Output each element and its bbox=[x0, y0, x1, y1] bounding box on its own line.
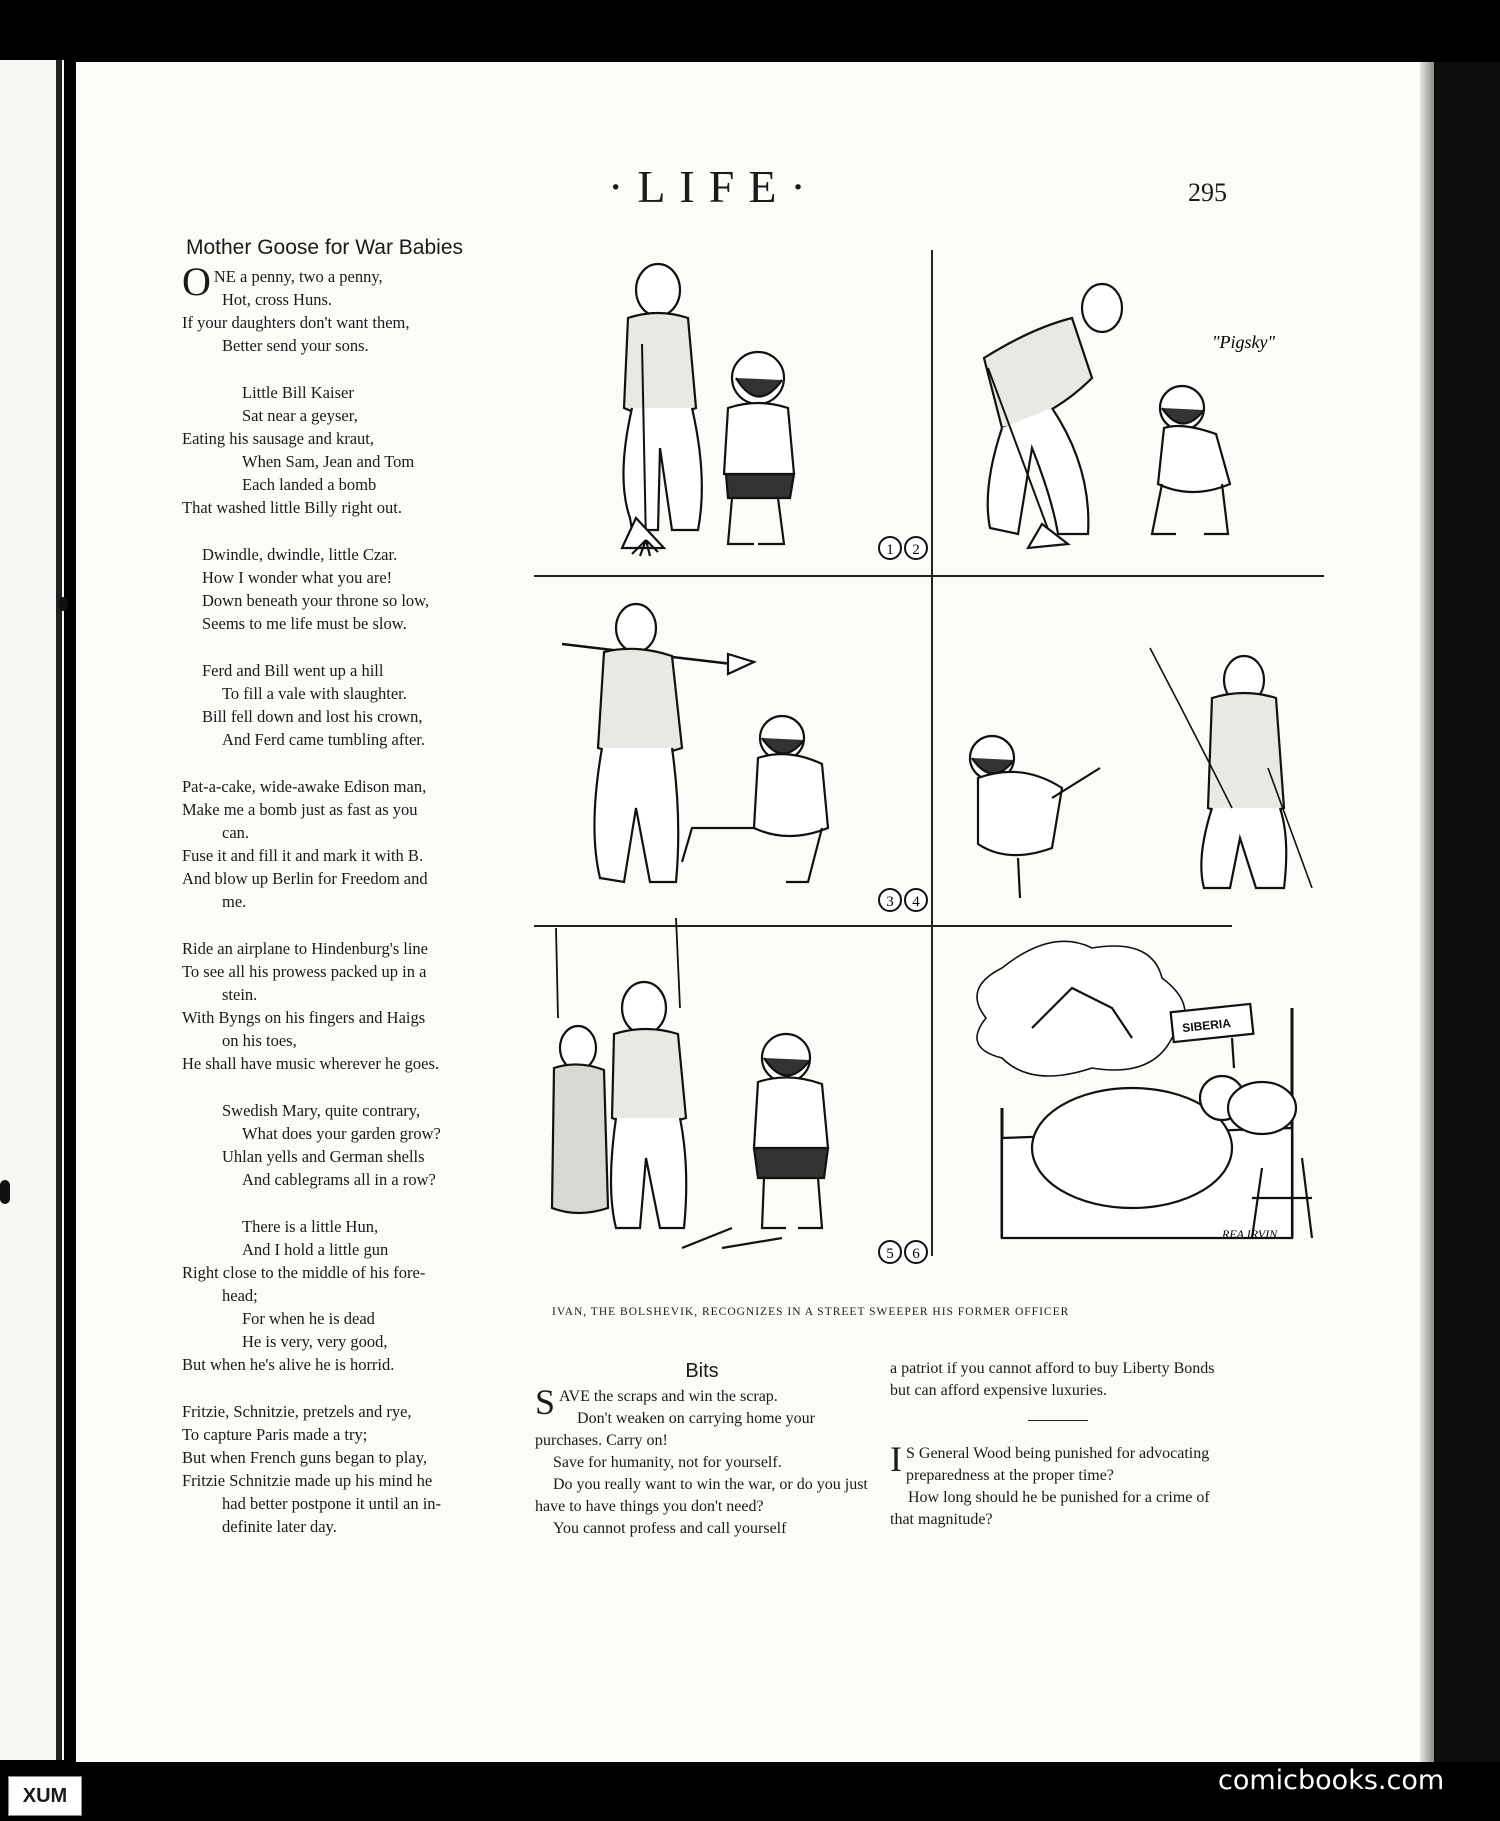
site-watermark: comicbooks.com bbox=[1218, 1765, 1445, 1796]
poem-line: me. bbox=[222, 892, 247, 911]
page-edge-shadow bbox=[1420, 62, 1434, 1762]
poem-line: Make me a bomb just as fast as you bbox=[182, 800, 418, 819]
poem-line: Fuse it and fill it and mark it with B. bbox=[182, 846, 424, 865]
poem-line: What does your garden grow? bbox=[242, 1124, 441, 1143]
panel-2-art bbox=[984, 284, 1230, 548]
bits-paragraph-2: Don't weaken on carrying home your purchases. Carry on! bbox=[535, 1410, 815, 1449]
poem-stanza bbox=[182, 1400, 528, 1538]
poem-dropcap: O bbox=[182, 259, 211, 304]
poem-line: And I hold a little gun bbox=[242, 1240, 389, 1259]
poem-stanza bbox=[182, 937, 528, 1075]
panel-6-number: 6 bbox=[912, 1246, 920, 1262]
poem-first-line-rest: NE a penny, two a penny, bbox=[213, 267, 383, 286]
poem-line: And Ferd came tumbling after. bbox=[222, 730, 425, 749]
poem-stanza bbox=[182, 543, 528, 635]
poem-line: Fritzie, Schnitzie, pretzels and rye, bbox=[182, 1402, 412, 1421]
scan-badge: XUM bbox=[8, 1776, 82, 1816]
bits-paragraph-4: Do you really want to win the war, or do you just have to have things you don't need? bbox=[535, 1476, 868, 1515]
bits-first-line: AVE the scraps and win the scrap. bbox=[559, 1388, 778, 1405]
bits-continued-column bbox=[890, 1358, 1226, 1531]
poem-line: Each landed a bomb bbox=[242, 475, 377, 494]
section-rule bbox=[1028, 1420, 1088, 1421]
poem-line: Hot, cross Huns. bbox=[222, 290, 332, 309]
bits-continued-text: a patriot if you cannot afford to buy Liberty Bonds but can afford expensive luxuries. bbox=[890, 1360, 1215, 1399]
wood-second-paragraph: How long should he be punished for a crime of that magnitude? bbox=[890, 1489, 1210, 1528]
page-right-edge bbox=[1420, 62, 1500, 1762]
poem-line: But when he's alive he is horrid. bbox=[182, 1355, 395, 1374]
poem-stanza bbox=[182, 775, 528, 913]
panel-2-number: 2 bbox=[912, 542, 920, 558]
poem-stanza bbox=[182, 1099, 528, 1191]
poem-line: Little Bill Kaiser bbox=[242, 383, 354, 402]
comic-artwork bbox=[532, 248, 1324, 1266]
poem-line: Pat-a-cake, wide-awake Edison man, bbox=[182, 777, 427, 796]
poem-line: How I wonder what you are! bbox=[202, 568, 393, 587]
poem-line: Dwindle, dwindle, little Czar. bbox=[202, 545, 398, 564]
poem-line: head; bbox=[222, 1286, 258, 1305]
poem-body bbox=[182, 259, 528, 1538]
poem-stanza bbox=[182, 259, 528, 357]
poem-line: He shall have music wherever he goes. bbox=[182, 1054, 440, 1073]
panel-5-number: 5 bbox=[886, 1246, 894, 1262]
poem-line: Bill fell down and lost his crown, bbox=[202, 707, 423, 726]
poem-line: Ride an airplane to Hindenburg's line bbox=[182, 939, 428, 958]
page-number: 295 bbox=[1188, 178, 1227, 207]
panel-1-art bbox=[622, 264, 794, 556]
poem-line: That washed little Billy right out. bbox=[182, 498, 402, 517]
pigsky-speech: "Pigsky" bbox=[1212, 332, 1276, 352]
poem-line: With Byngs on his fingers and Haigs bbox=[182, 1008, 426, 1027]
poem-line: For when he is dead bbox=[242, 1309, 375, 1328]
poem-line: had better postpone it until an in- bbox=[222, 1494, 442, 1513]
poem-column bbox=[182, 236, 528, 1562]
poem-line: But when French guns began to play, bbox=[182, 1448, 428, 1467]
poem-stanza bbox=[182, 381, 528, 519]
poem-line: Seems to me life must be slow. bbox=[202, 614, 407, 633]
poem-line: definite later day. bbox=[222, 1517, 337, 1536]
poem-line: Better send your sons. bbox=[222, 336, 369, 355]
comic-strip bbox=[532, 248, 1324, 1266]
wood-first-text: S General Wood being punished for advocating preparedness at the proper time? bbox=[906, 1445, 1210, 1484]
comic-caption: IVAN, THE BOLSHEVIK, RECOGNIZES IN A STREET SWEEPER HIS FORMER OFFICER bbox=[552, 1306, 1070, 1318]
poem-line: To see all his prowess packed up in a bbox=[182, 962, 427, 981]
poem-line: Sat near a geyser, bbox=[242, 406, 358, 425]
bits-paragraph-3: Save for humanity, not for yourself. bbox=[553, 1454, 782, 1471]
facing-page-edge bbox=[0, 60, 64, 1760]
poem-line: When Sam, Jean and Tom bbox=[242, 452, 415, 471]
poem-line: Eating his sausage and kraut, bbox=[182, 429, 374, 448]
poem-line: Uhlan yells and German shells bbox=[222, 1147, 425, 1166]
poem-line: can. bbox=[222, 823, 250, 842]
poem-title: Mother Goose for War Babies bbox=[186, 236, 463, 259]
poem-line: Right close to the middle of his fore- bbox=[182, 1263, 426, 1282]
poem-line: stein. bbox=[222, 985, 258, 1004]
panel-1-number: 1 bbox=[886, 542, 894, 558]
panel-4-number: 4 bbox=[912, 894, 920, 910]
poem-line: And cablegrams all in a row? bbox=[242, 1170, 436, 1189]
bits-paragraph-5: You cannot profess and call yourself bbox=[553, 1520, 787, 1537]
poem-line: To capture Paris made a try; bbox=[182, 1425, 368, 1444]
bits-paragraph-1 bbox=[535, 1382, 869, 1422]
poem-stanza bbox=[182, 659, 528, 751]
binding-hole bbox=[58, 597, 68, 611]
artist-signature: REA IRVIN bbox=[1222, 1227, 1278, 1241]
panel-5-art bbox=[552, 918, 828, 1248]
poem-line: He is very, very good, bbox=[242, 1332, 388, 1351]
bits-dropcap: S bbox=[535, 1382, 556, 1422]
poem-line: Fritzie Schnitzie made up his mind he bbox=[182, 1471, 433, 1490]
binding-shadow bbox=[56, 60, 62, 1760]
poem-line: And blow up Berlin for Freedom and bbox=[182, 869, 428, 888]
siberia-sign: SIBERIA bbox=[1181, 1016, 1232, 1036]
panel-3-number: 3 bbox=[886, 894, 894, 910]
scan-artifact bbox=[0, 1180, 10, 1204]
bits-column bbox=[535, 1360, 869, 1540]
poem-line: Ferd and Bill went up a hill bbox=[202, 661, 384, 680]
panel-6-art bbox=[977, 941, 1312, 1238]
wood-dropcap: I bbox=[890, 1439, 902, 1479]
poem-line: Swedish Mary, quite contrary, bbox=[222, 1101, 421, 1120]
panel-3-art bbox=[562, 604, 828, 882]
poem-line: on his toes, bbox=[222, 1031, 297, 1050]
bits-title: Bits bbox=[685, 1360, 719, 1382]
general-wood-paragraph bbox=[890, 1439, 1226, 1487]
poem-stanza bbox=[182, 1215, 528, 1376]
poem-line: If your daughters don't want them, bbox=[182, 313, 410, 332]
masthead-title: ·LIFE· bbox=[608, 161, 820, 212]
poem-line: Down beneath your throne so low, bbox=[202, 591, 430, 610]
poem-line: To fill a vale with slaughter. bbox=[222, 684, 407, 703]
poem-line: There is a little Hun, bbox=[242, 1217, 379, 1236]
panel-4-art bbox=[970, 648, 1312, 898]
